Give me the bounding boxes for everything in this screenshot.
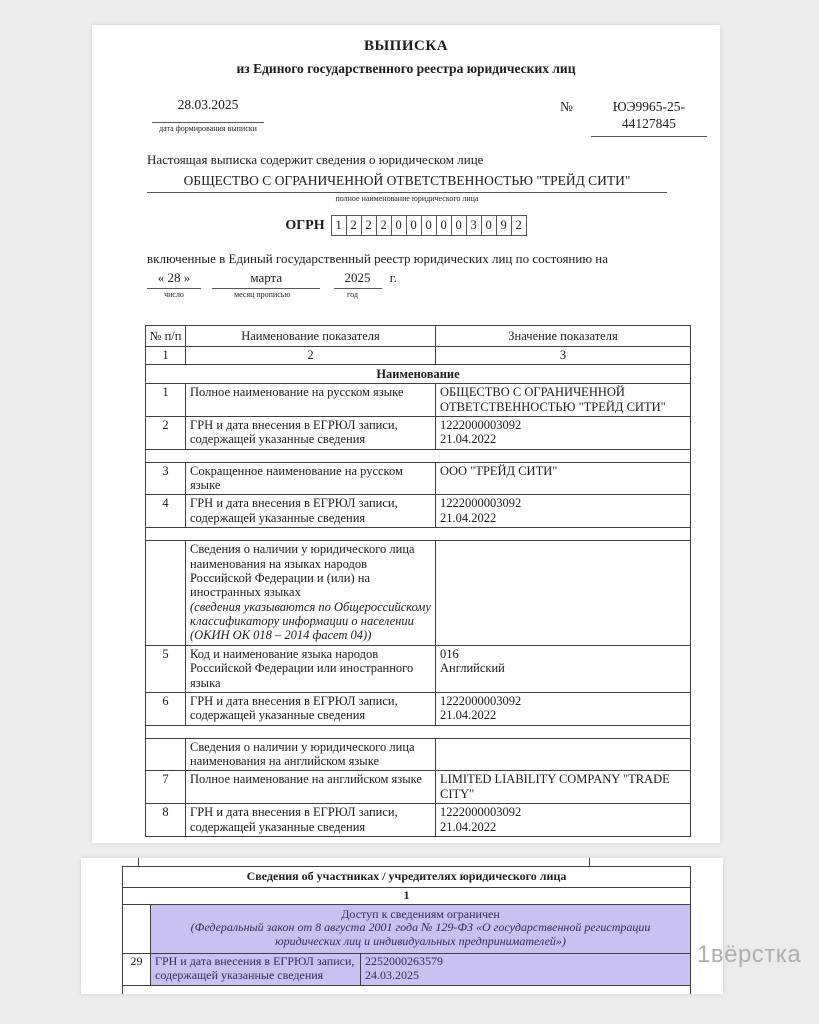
table-row <box>146 495 691 528</box>
restricted-law-reference: (Федеральный закон от 8 августа 2001 года № 129-ФЗ «О государственной регистрации юридических лиц и индивидуальных предпринимателей») <box>190 920 651 949</box>
row-number-cell: 3 <box>146 462 186 495</box>
col-header-name: Наименование показателя <box>186 326 436 347</box>
row-name-cell: Сведения о наличии у юридического лица наименования на языках народов Российской Федерации и (или) на иностранных языках (сведения указываются по Общероссийскому классификатору информации о населении (ОКИН ОК 018 – 2014 фасет 04)) <box>186 541 436 646</box>
empty-number-cell <box>123 904 151 953</box>
row-value-cell: ООО "ТРЕЙД СИТИ" <box>436 462 691 495</box>
formation-date-label: дата формирования выписки <box>159 124 257 133</box>
document-title: ВЫПИСКА <box>363 38 449 54</box>
table-row <box>146 692 691 725</box>
row-name-cell: ГРН и дата внесения в ЕГРЮЛ записи, содержащей указанные сведения <box>186 804 436 837</box>
table-row <box>146 462 691 495</box>
row-name-cell: Сокращенное наименование на русском языке <box>186 462 436 495</box>
close-quote: » <box>183 270 191 285</box>
table-row <box>146 645 691 692</box>
month-label: месяц прописью <box>234 290 291 299</box>
ogrn-digit: 3 <box>466 215 482 236</box>
row-name-cell: ГРН и дата внесения в ЕГРЮЛ записи, содержащей указанные сведения <box>186 495 436 528</box>
formation-date: 28.03.2025 <box>152 97 264 123</box>
row-name-cell: ГРН и дата внесения в ЕГРЮЛ записи, содержащей указанные сведения <box>151 953 361 985</box>
year-label: год <box>347 290 358 299</box>
extract-page-1 <box>92 25 720 843</box>
table-row <box>123 953 691 985</box>
document-subtitle: из Единого государственного реестра юридических лиц <box>236 61 576 76</box>
restricted-access-row <box>123 904 691 953</box>
table-row <box>146 771 691 804</box>
row-name-cell: Сведения о наличии у юридического лица наименования на английском языке <box>186 738 436 771</box>
ogrn-digit: 2 <box>511 215 527 236</box>
row-number-cell: 6 <box>146 692 186 725</box>
col-header-value: Значение показателя <box>436 326 691 347</box>
participants-section-header: Сведения об участниках / учредителях юридического лица <box>123 867 691 888</box>
verstka-watermark: 1вёрстка <box>697 941 802 968</box>
section-title-row <box>146 364 691 383</box>
row-name-cell: ГРН и дата внесения в ЕГРЮЛ записи, содержащей указанные сведения <box>186 692 436 725</box>
ogrn-row <box>92 215 720 236</box>
restricted-notice: Доступ к сведениям ограничен <box>341 906 500 921</box>
company-name-label: полное наименование юридического лица <box>335 194 479 203</box>
row-value-cell: 1222000003092 21.04.2022 <box>436 692 691 725</box>
row-number-cell: 29 <box>123 953 151 985</box>
row-number-cell: 4 <box>146 495 186 528</box>
row-value-cell: 1222000003092 21.04.2022 <box>436 495 691 528</box>
extract-number-line2: 44127845 <box>621 115 676 131</box>
table-row <box>146 738 691 771</box>
ogrn-digit: 2 <box>361 215 377 236</box>
table-continuation-stub <box>589 858 590 866</box>
ogrn-label: ОГРН <box>285 217 325 233</box>
section-title: Наименование <box>146 364 691 383</box>
row-value-cell: LIMITED LIABILITY COMPANY "TRADE CITY" <box>436 771 691 804</box>
extract-number <box>591 99 707 137</box>
number-sign: № <box>560 99 573 114</box>
table-header-row <box>146 326 691 347</box>
included-line: включенные в Единый государственный реестр юридических лиц по состоянию на <box>147 251 609 266</box>
indicators-table <box>145 325 691 837</box>
row-value-cell: 1222000003092 21.04.2022 <box>436 416 691 449</box>
as-of-day-value: 28 <box>167 270 181 285</box>
row-number-cell: 7 <box>146 771 186 804</box>
participants-table <box>122 866 691 994</box>
extract-number-line1: ЮЭ9965-25- <box>612 99 686 114</box>
ogrn-digit: 0 <box>451 215 467 236</box>
row-name-cell: Полное наименование на английском языке <box>186 771 436 804</box>
ogrn-digit: 2 <box>346 215 362 236</box>
row-value-cell <box>436 541 691 646</box>
row-number-cell <box>146 738 186 771</box>
open-quote: « <box>157 270 165 285</box>
ogrn-digit: 2 <box>376 215 392 236</box>
col-header-num: № п/п <box>146 326 186 347</box>
column-numbers-row: 1 2 3 <box>146 347 691 364</box>
ogrn-digit: 0 <box>436 215 452 236</box>
spacer-row <box>146 449 691 462</box>
row-name-cell: Код и наименование языка народов Российской Федерации или иностранного языка <box>186 645 436 692</box>
year-suffix: г. <box>389 270 397 285</box>
as-of-date <box>147 270 397 300</box>
company-name-block <box>147 173 667 204</box>
table-row <box>146 384 691 417</box>
row-name-cell: Полное наименование на русском языке <box>186 384 436 417</box>
restricted-access-block <box>151 904 691 953</box>
ogrn-digit: 0 <box>421 215 437 236</box>
participant-group-number-row: 1 <box>123 887 691 904</box>
table-row <box>146 416 691 449</box>
ogrn-digit: 0 <box>406 215 422 236</box>
row-number-cell: 5 <box>146 645 186 692</box>
extract-number-block <box>560 99 707 137</box>
row-name-note: (сведения указываются по Общероссийскому классификатору информации о населении (ОКИН ОК 018 – 2014 фасет 04)) <box>190 599 431 643</box>
company-name: ОБЩЕСТВО С ОГРАНИЧЕННОЙ ОТВЕТСТВЕННОСТЬЮ "ТРЕЙД СИТИ" <box>147 173 667 193</box>
ogrn-digit: 9 <box>496 215 512 236</box>
empty-row <box>123 985 691 994</box>
ogrn-digit: 0 <box>391 215 407 236</box>
table-row <box>146 541 691 646</box>
as-of-day <box>147 270 201 300</box>
row-value-cell <box>436 738 691 771</box>
row-value-cell: 016 Английский <box>436 645 691 692</box>
formation-date-block <box>152 97 264 134</box>
table-continuation-stub <box>138 858 139 866</box>
spacer-row <box>146 725 691 738</box>
row-number-cell: 2 <box>146 416 186 449</box>
as-of-month: марта месяц прописью <box>204 270 320 300</box>
as-of-year: 2025 год <box>324 270 382 300</box>
extract-page-2 <box>81 858 723 994</box>
row-number-cell: 1 <box>146 384 186 417</box>
row-value-cell: 1222000003092 21.04.2022 <box>436 804 691 837</box>
row-value-cell: ОБЩЕСТВО С ОГРАНИЧЕННОЙ ОТВЕТСТВЕННОСТЬЮ "ТРЕЙД СИТИ" <box>436 384 691 417</box>
table-row <box>146 804 691 837</box>
row-value-cell: 2252000263579 24.03.2025 <box>361 953 691 985</box>
row-name-cell: ГРН и дата внесения в ЕГРЮЛ записи, содержащей указанные сведения <box>186 416 436 449</box>
row-number-cell <box>146 541 186 646</box>
day-label: число <box>164 290 184 299</box>
ogrn-digit: 0 <box>481 215 497 236</box>
ogrn-digit: 1 <box>331 215 347 236</box>
spacer-row <box>146 528 691 541</box>
intro-line: Настоящая выписка содержит сведения о юридическом лице <box>147 152 484 167</box>
row-number-cell: 8 <box>146 804 186 837</box>
ogrn-digit-boxes <box>332 215 527 236</box>
